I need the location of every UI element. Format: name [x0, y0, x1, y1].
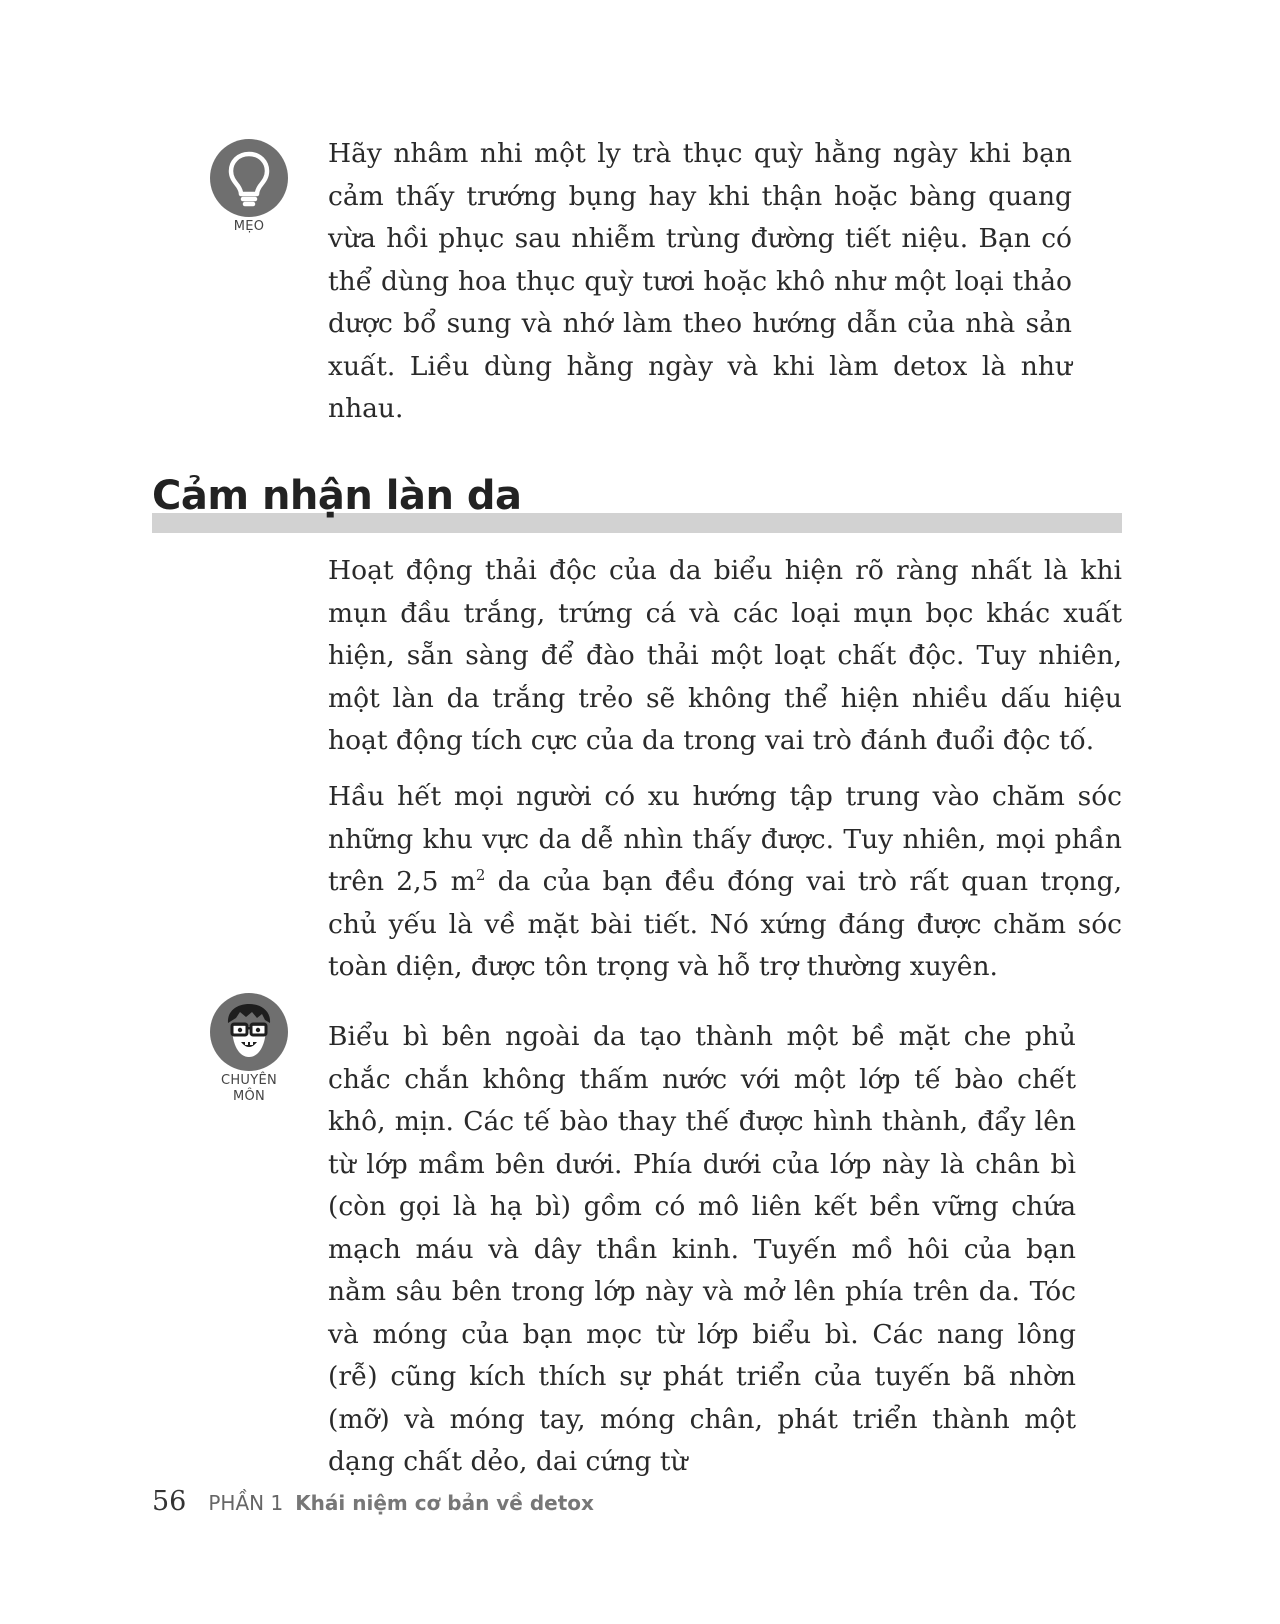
tip-marker: [208, 139, 290, 235]
lightbulb-icon: [210, 139, 288, 217]
footer-part: PHẦN 1: [208, 1491, 284, 1515]
technical-label-line1: CHUYÊN: [220, 1073, 278, 1088]
technical-label-line2: MÔN: [232, 1089, 266, 1104]
tip-text: Hãy nhâm nhi một ly trà thục quỳ hằng ngày khi bạn cảm thấy trướng bụng hay khi thận hoặc bàng quang vừa hồi phục sau nhiễm trùng đường tiết niệu. Bạn có thể dùng hoa thục quỳ tươi hoặc khô như một loại thảo dược bổ sung và nhớ làm theo hướng dẫn của nhà sản xuất. Liều dùng hằng ngày và khi làm detox là như nhau.: [328, 138, 1072, 424]
paragraph-text: da của bạn đều đóng vai trò rất quan trọng, chủ yếu là về mặt bài tiết. Nó xứng đáng được chăm sóc toàn diện, được tôn trọng và hỗ trợ thường xuyên.: [328, 866, 1122, 982]
superscript: 2: [475, 866, 486, 885]
body-paragraph: [328, 776, 1122, 989]
technical-marker: [208, 993, 290, 1105]
section-title: Cảm nhận làn da: [152, 473, 522, 519]
page-number: 56: [152, 1486, 187, 1517]
paragraph-text: Hầu hết mọi người có xu hướng tập trung vào chăm sóc những khu vực da dễ nhìn thấy được. Tuy nhiên, mọi phần trên 2,5 m: [328, 781, 1122, 897]
technical-text: Biểu bì bên ngoài da tạo thành một bề mặt che phủ chắc chắn không thấm nước với một lớp tế bào chết khô, mịn. Các tế bào thay thế được hình thành, đẩy lên từ lớp mầm bên dưới. Phía dưới của lớp này là chân bì (còn gọi là hạ bì) gồm có mô liên kết bền vững chứa mạch máu và dây thần kinh. Tuyến mồ hôi của bạn nằm sâu bên trong lớp này và mở lên phía trên da. Tóc và móng của bạn mọc từ lớp biểu bì. Các nang lông (rễ) cũng kích thích sự phát triển của tuyến bã nhờn (mỡ) và móng tay, móng chân, phát triển thành một dạng chất dẻo, dai cứng từ: [328, 1021, 1076, 1477]
footer-chapter-title: Khái niệm cơ bản về detox: [295, 1491, 594, 1515]
page-footer: [152, 1486, 594, 1517]
tip-label: MẸO: [233, 219, 265, 234]
body-paragraph: Hoạt động thải độc của da biểu hiện rõ ràng nhất là khi mụn đầu trắng, trứng cá và các loại mụn bọc khác xuất hiện, sẵn sàng để đào thải một loạt chất độc. Tuy nhiên, một làn da trắng trẻo sẽ không thể hiện nhiều dấu hiệu hoạt động tích cực của da trong vai trò đánh đuổi độc tố.: [328, 555, 1122, 756]
nerd-face-icon: [210, 993, 288, 1071]
